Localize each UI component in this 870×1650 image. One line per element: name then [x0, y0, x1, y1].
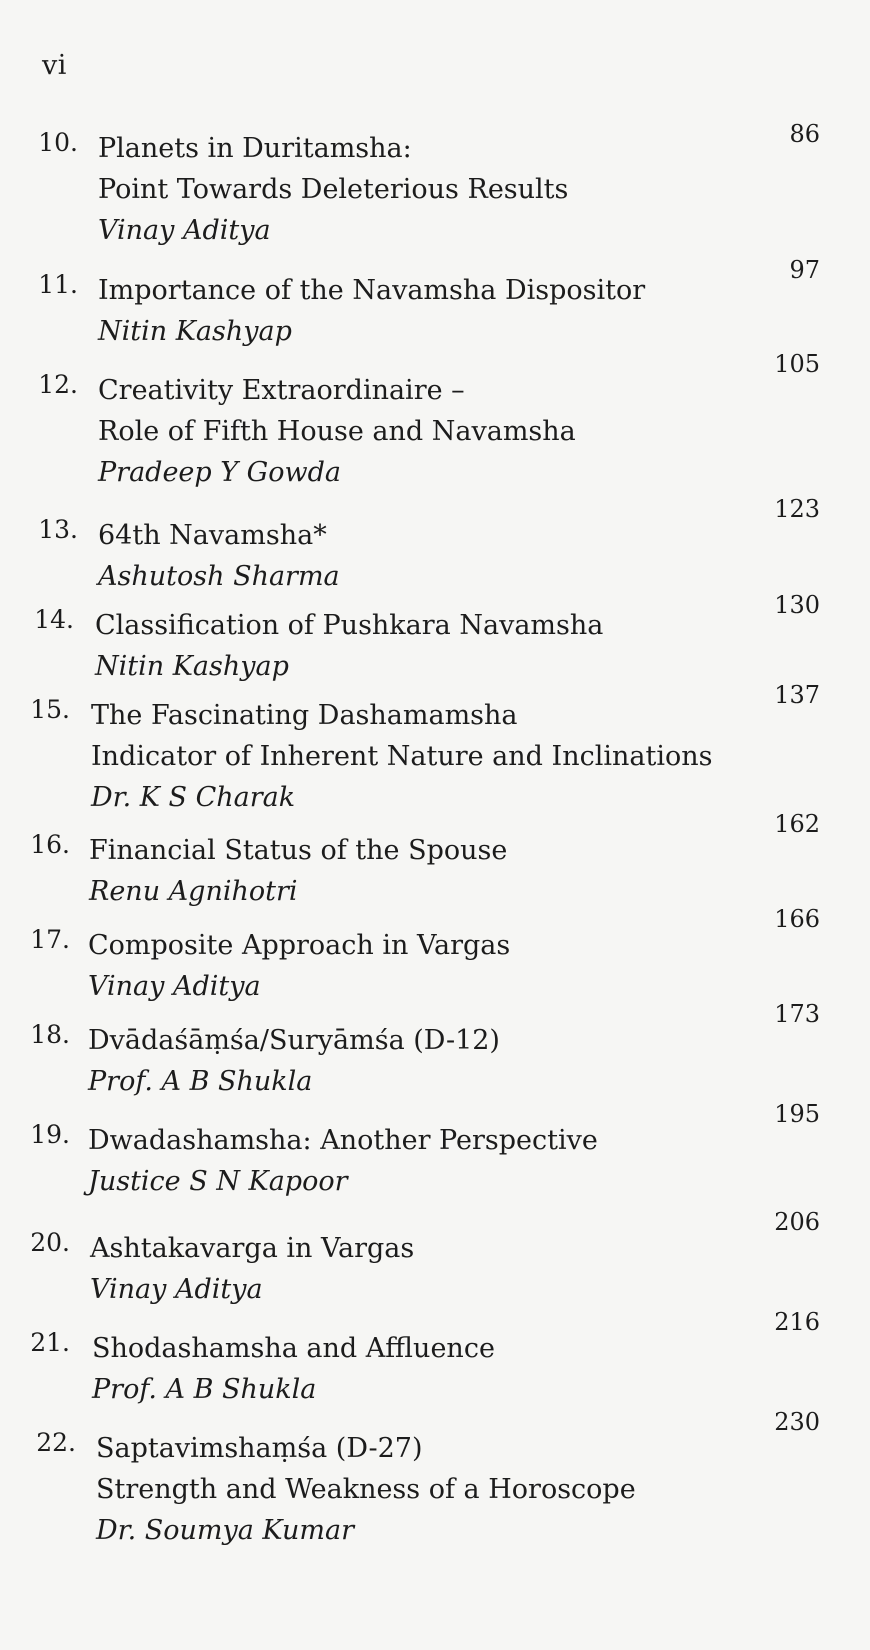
chapter-text [88, 1120, 598, 1202]
chapter-title-line: Role of Fifth House and Navamsha [98, 416, 576, 447]
chapter-text [96, 1428, 636, 1551]
chapter-title-line: Shodashamsha and Affluence [92, 1333, 495, 1364]
chapter-number: 21. [30, 1328, 70, 1357]
chapter-author: Dr. Soumya Kumar [96, 1515, 355, 1546]
chapter-number: 14. [34, 605, 74, 634]
chapter-title-line: Saptavimshaṃśa (D-27) [96, 1433, 423, 1464]
chapter-title-line: Composite Approach in Vargas [88, 930, 511, 961]
chapter-title-line: 64th Navamsha* [98, 520, 327, 551]
chapter-title-line: Indicator of Inherent Nature and Inclinations [91, 741, 713, 772]
chapter-page-number: 166 [774, 905, 820, 933]
chapter-page-number: 173 [774, 1000, 820, 1028]
chapter-page-number: 130 [774, 591, 820, 619]
chapter-text [95, 605, 603, 687]
chapter-author: Prof. A B Shukla [88, 1066, 313, 1097]
chapter-title-line: Dwadashamsha: Another Perspective [88, 1125, 598, 1156]
chapter-title-line: Strength and Weakness of a Horoscope [96, 1474, 636, 1505]
chapter-page-number: 216 [774, 1308, 820, 1336]
chapter-text [88, 1020, 500, 1102]
chapter-author: Justice S N Kapoor [88, 1166, 348, 1197]
chapter-author: Pradeep Y Gowda [98, 457, 341, 488]
chapter-title-line: Classification of Pushkara Navamsha [95, 610, 604, 641]
chapter-title-line: Creativity Extraordinaire – [98, 375, 465, 406]
chapter-number: 10. [38, 128, 78, 157]
chapter-page-number: 123 [774, 495, 820, 523]
chapter-page-number: 195 [774, 1100, 820, 1128]
chapter-text [91, 695, 712, 818]
chapter-number: 19. [30, 1120, 70, 1149]
chapter-author: Vinay Aditya [90, 1274, 263, 1305]
chapter-text [98, 370, 576, 493]
chapter-author: Nitin Kashyap [98, 316, 292, 347]
chapter-author: Vinay Aditya [88, 971, 261, 1002]
chapter-title-line: Importance of the Navamsha Dispositor [98, 275, 646, 306]
chapter-number: 18. [30, 1020, 70, 1049]
chapter-number: 20. [30, 1228, 70, 1257]
chapter-author: Ashutosh Sharma [98, 561, 340, 592]
chapter-title-line: Point Towards Deleterious Results [98, 174, 569, 205]
chapter-text [89, 830, 507, 912]
chapter-number: 11. [38, 270, 78, 299]
chapter-title-line: Dvādaśāṃśa/Suryāmśa (D-12) [88, 1025, 500, 1056]
chapter-page-number: 137 [774, 681, 820, 709]
chapter-author: Nitin Kashyap [95, 651, 289, 682]
chapter-title-line: Financial Status of the Spouse [89, 835, 508, 866]
chapter-number: 12. [38, 370, 78, 399]
chapter-author: Prof. A B Shukla [92, 1374, 317, 1405]
chapter-text [98, 515, 340, 597]
chapter-page-number: 86 [789, 120, 820, 148]
chapter-number: 16. [30, 830, 70, 859]
chapter-text [92, 1328, 495, 1410]
chapter-text [98, 128, 568, 251]
chapter-title-line: Planets in Duritamsha: [98, 133, 412, 164]
chapter-text [88, 925, 510, 1007]
chapter-page-number: 206 [774, 1208, 820, 1236]
chapter-number: 22. [36, 1428, 76, 1457]
chapter-text [90, 1228, 414, 1310]
page-folio: vi [42, 50, 67, 81]
chapter-number: 17. [30, 925, 70, 954]
chapter-title-line: The Fascinating Dashamamsha [91, 700, 518, 731]
chapter-page-number: 105 [774, 350, 820, 378]
chapter-text [98, 270, 645, 352]
chapter-number: 15. [30, 695, 70, 724]
chapter-page-number: 162 [774, 810, 820, 838]
chapter-author: Vinay Aditya [98, 215, 271, 246]
chapter-author: Dr. K S Charak [91, 782, 296, 813]
chapter-title-line: Ashtakavarga in Vargas [90, 1233, 415, 1264]
chapter-page-number: 230 [774, 1408, 820, 1436]
chapter-page-number: 97 [789, 256, 820, 284]
chapter-number: 13. [38, 515, 78, 544]
chapter-author: Renu Agnihotri [89, 876, 298, 907]
